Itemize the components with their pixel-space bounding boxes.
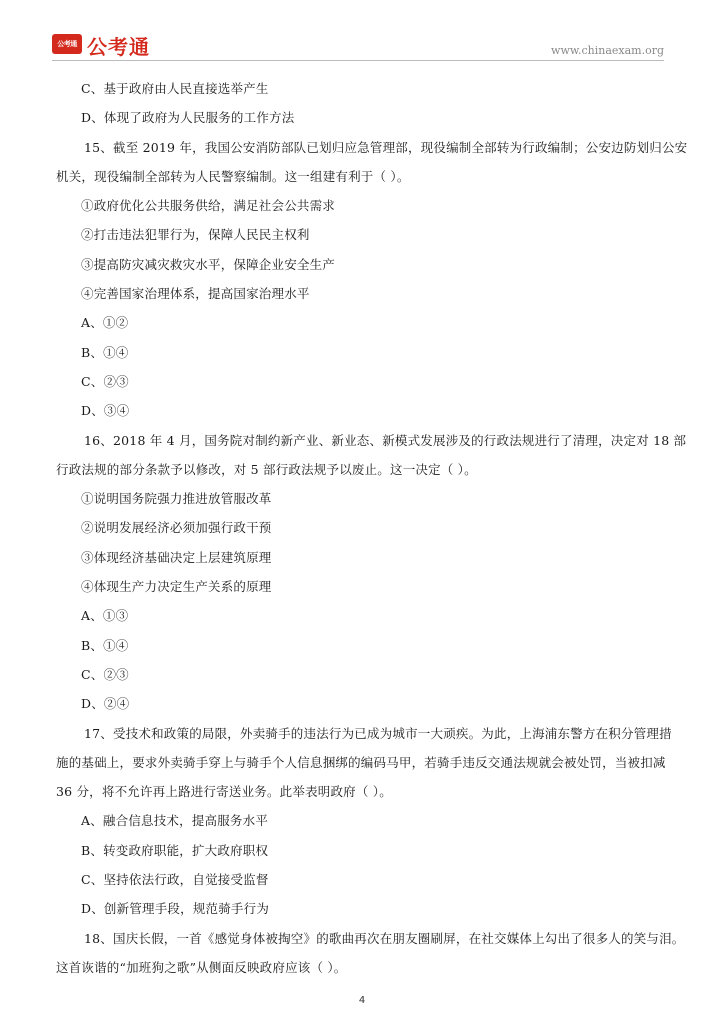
answer-option: A、①③ — [81, 608, 129, 624]
question-stem: 18、国庆长假，一首《感觉身体被掏空》的歌曲再次在朋友圈刷屏，在社交媒体上勾出了很多人的笑与泪。 — [84, 930, 685, 946]
answer-option: ③提高防灾减灾救灾水平，保障企业安全生产 — [81, 256, 336, 272]
answer-option: C、坚持依法行政，自觉接受监督 — [81, 872, 269, 888]
header-divider — [52, 60, 664, 61]
answer-option: D、③④ — [81, 403, 130, 419]
question-stem-continued: 行政法规的部分条款予以修改，对 5 部行政法规予以废止。这一决定（ ）。 — [56, 461, 477, 477]
answer-option: A、融合信息技术，提高服务水平 — [81, 813, 269, 829]
answer-option: B、转变政府职能，扩大政府职权 — [81, 842, 269, 858]
page-header — [0, 0, 724, 64]
answer-option: C、②③ — [81, 373, 129, 389]
answer-option: ③体现经济基础决定上层建筑原理 — [81, 549, 272, 565]
answer-option: D、②④ — [81, 696, 130, 712]
answer-option: ②说明发展经济必须加强行政干预 — [81, 520, 272, 536]
answer-option: C、②③ — [81, 666, 129, 682]
answer-option: ①政府优化公共服务供给，满足社会公共需求 — [81, 198, 336, 214]
question-stem: 15、截至 2019 年，我国公安消防部队已划归应急管理部，现役编制全部转为行政编制；公安边防划归公安 — [84, 139, 688, 155]
answer-option: A、①② — [81, 315, 129, 331]
question-stem: 16、2018 年 4 月，国务院对制约新产业、新业态、新模式发展涉及的行政法规进行了清理，决定对 18 部 — [84, 432, 687, 448]
answer-option: ④完善国家治理体系，提高国家治理水平 — [81, 286, 310, 302]
answer-option: D、创新管理手段，规范骑手行为 — [81, 901, 270, 917]
document-body — [56, 78, 688, 986]
question-stem: 17、受技术和政策的局限，外卖骑手的违法行为已成为城市一大顽疾。为此，上海浦东警方在积分管理措 — [84, 725, 672, 741]
logo-text: 公考通 — [87, 35, 150, 59]
answer-option: B、①④ — [81, 637, 129, 653]
answer-option: C、基于政府由人民直接选举产生 — [81, 81, 269, 96]
logo-badge: 公考通 — [52, 34, 82, 54]
site-url: www.chinaexam.org — [551, 44, 664, 57]
question-stem-continued: 机关，现役编制全部转为人民警察编制。这一组建有利于（ ）。 — [56, 168, 410, 184]
question-stem-continued: 这首诙谐的“加班狗之歌”从侧面反映政府应该（ ）。 — [56, 959, 347, 975]
answer-option: D、体现了政府为人民服务的工作方法 — [81, 110, 295, 126]
page-number: 4 — [358, 995, 366, 1006]
answer-option: ②打击违法犯罪行为，保障人民民主权利 — [81, 227, 310, 243]
answer-option: ①说明国务院强力推进放管服改革 — [81, 491, 272, 507]
question-stem-continued: 36 分，将不允许再上路进行寄送业务。此举表明政府（ ）。 — [56, 784, 392, 800]
answer-option: ④体现生产力决定生产关系的原理 — [81, 579, 272, 595]
question-stem-continued: 施的基础上，要求外卖骑手穿上与骑手个人信息捆绑的编码马甲，若骑手违反交通法规就会被处罚，当被扣减 — [56, 754, 666, 770]
answer-option: B、①④ — [81, 344, 129, 360]
